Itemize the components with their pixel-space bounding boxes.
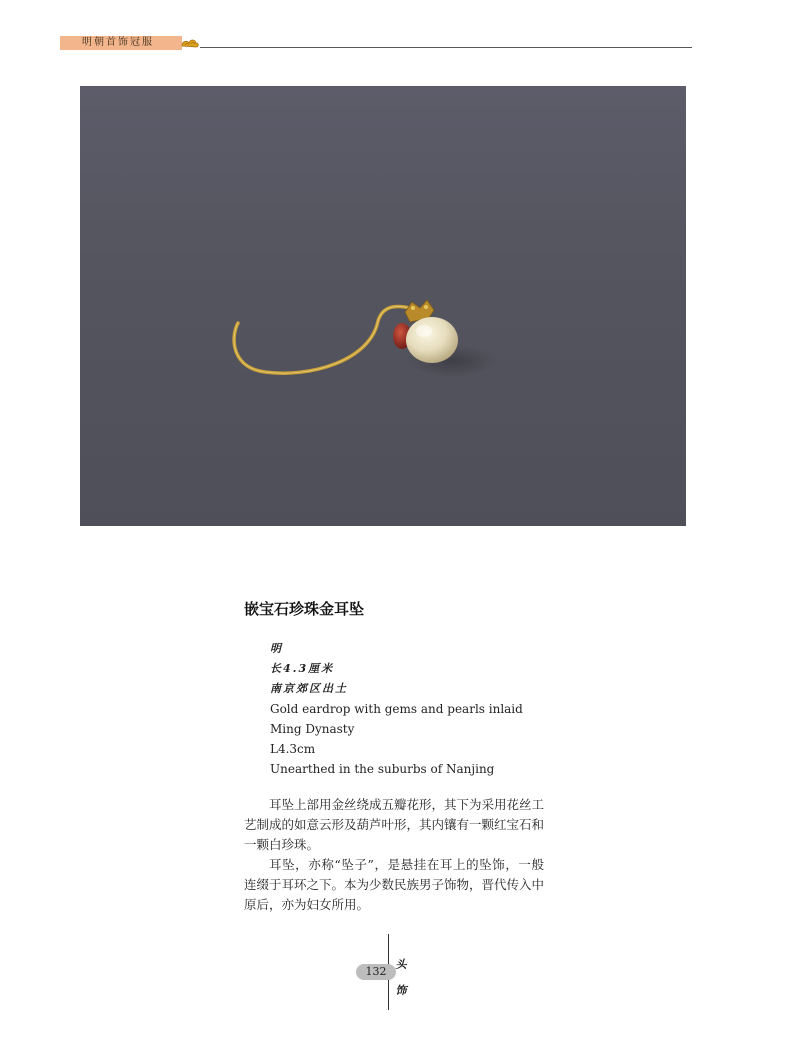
- length-cn: 长4.3厘米: [270, 662, 335, 675]
- description-paragraph-2: 耳坠，亦称“坠子”，是悬挂在耳上的坠饰，一般连缀于耳环之下。本为少数民族男子饰物，晋代传入中原后，亦为妇女所用。: [244, 857, 545, 912]
- section-char-1: 头: [395, 958, 407, 971]
- description: [244, 795, 544, 915]
- title-en: Gold eardrop with gems and pearls inlaid: [270, 702, 523, 716]
- cloud-ornament-icon: [180, 36, 200, 50]
- page-number: 132: [356, 964, 396, 980]
- dynasty-en: Ming Dynasty: [270, 722, 355, 736]
- description-paragraph-1: 耳坠上部用金丝绕成五瓣花形，其下为采用花丝工艺制成的如意云形及葫芦叶形，其内镶有一颗红宝石和一颗白珍珠。: [244, 797, 545, 852]
- length-en: L4.3cm: [270, 742, 316, 756]
- dynasty-cn: 明: [270, 642, 283, 655]
- header-rule: [200, 47, 692, 48]
- artifact-photo: [80, 86, 686, 526]
- provenance-cn: 南京郊区出土: [270, 682, 348, 695]
- artifact-metadata: [270, 639, 590, 779]
- provenance-en: Unearthed in the suburbs of Nanjing: [270, 762, 495, 776]
- artifact-title: 嵌宝石珍珠金耳坠: [244, 600, 365, 618]
- section-label: [394, 952, 408, 1004]
- section-char-2: 饰: [395, 984, 407, 997]
- book-title: 明朝首饰冠服: [82, 37, 154, 48]
